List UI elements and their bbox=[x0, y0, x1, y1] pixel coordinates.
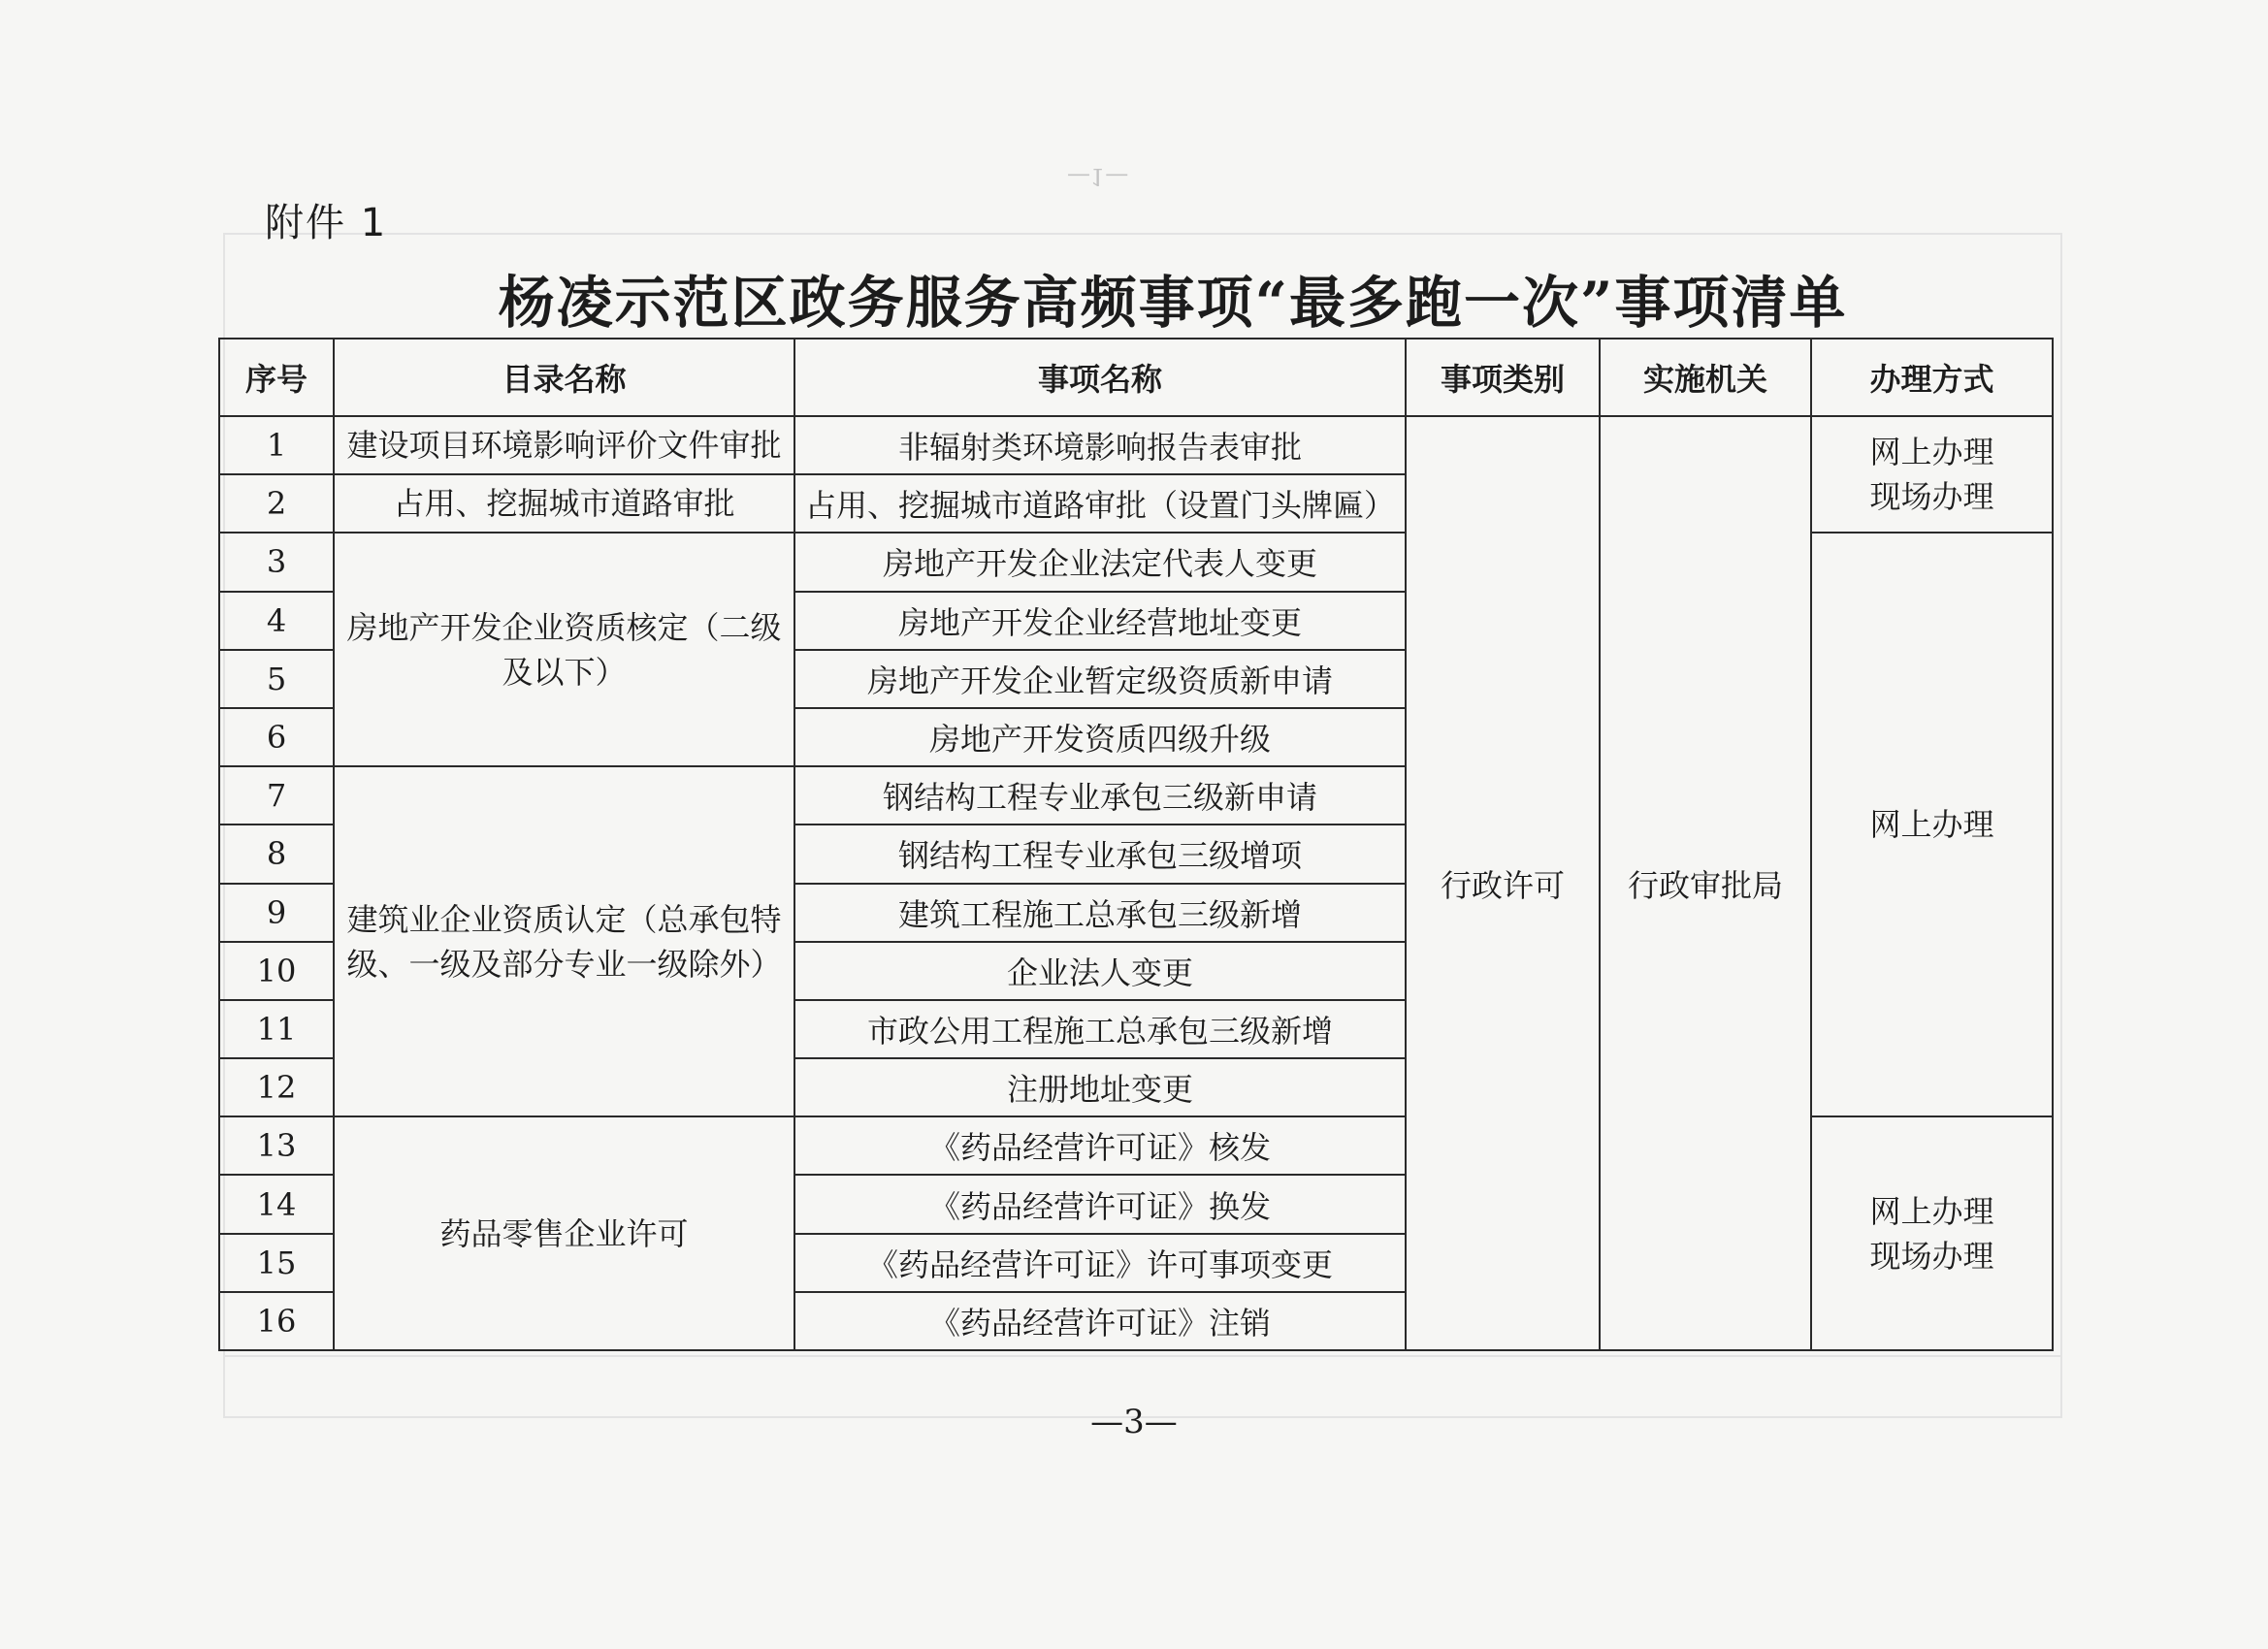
col-header-category: 事项类别 bbox=[1406, 339, 1600, 416]
item-name: 房地产开发企业经营地址变更 bbox=[794, 592, 1406, 650]
catalog-name: 占用、挖掘城市道路审批 bbox=[334, 474, 794, 533]
method-online: 网上办理 bbox=[1869, 434, 1994, 471]
item-name: 《药品经营许可证》许可事项变更 bbox=[794, 1234, 1406, 1292]
row-number: 4 bbox=[219, 592, 334, 650]
method-online: 网上办理 bbox=[1869, 1192, 1994, 1230]
catalog-name: 房地产开发企业资质核定（二级及以下） bbox=[334, 533, 794, 766]
method-onsite: 现场办理 bbox=[1869, 478, 1994, 516]
item-name: 房地产开发企业法定代表人变更 bbox=[794, 533, 1406, 591]
row-number: 12 bbox=[219, 1058, 334, 1116]
item-name: 非辐射类环境影响报告表审批 bbox=[794, 416, 1406, 474]
item-name: 钢结构工程专业承包三级新申请 bbox=[794, 766, 1406, 824]
row-number: 14 bbox=[219, 1175, 334, 1233]
authority-cell: 行政审批局 bbox=[1600, 416, 1811, 1350]
row-number: 16 bbox=[219, 1292, 334, 1350]
catalog-name: 药品零售企业许可 bbox=[334, 1116, 794, 1350]
col-header-no: 序号 bbox=[219, 339, 334, 416]
method-cell bbox=[1811, 533, 2053, 1116]
page-number: —3— bbox=[1090, 1403, 1178, 1441]
row-number: 15 bbox=[219, 1234, 334, 1292]
row-number: 7 bbox=[219, 766, 334, 824]
catalog-name: 建设项目环境影响评价文件审批 bbox=[334, 416, 794, 474]
item-name: 企业法人变更 bbox=[794, 942, 1406, 1000]
row-number: 2 bbox=[219, 474, 334, 533]
category-cell: 行政许可 bbox=[1406, 416, 1600, 1350]
item-name: 房地产开发企业暂定级资质新申请 bbox=[794, 650, 1406, 708]
item-name: 钢结构工程专业承包三级增项 bbox=[794, 824, 1406, 883]
catalog-name: 建筑业企业资质认定（总承包特级、一级及部分专业一级除外） bbox=[334, 766, 794, 1116]
item-name: 建筑工程施工总承包三级新增 bbox=[794, 884, 1406, 942]
item-name: 注册地址变更 bbox=[794, 1058, 1406, 1116]
attachment-label: 附件 1 bbox=[265, 201, 388, 245]
item-name: 房地产开发资质四级升级 bbox=[794, 708, 1406, 766]
row-number: 10 bbox=[219, 942, 334, 1000]
row-number: 3 bbox=[219, 533, 334, 591]
row-number: 13 bbox=[219, 1116, 334, 1175]
row-number: 11 bbox=[219, 1000, 334, 1058]
item-name: 《药品经营许可证》核发 bbox=[794, 1116, 1406, 1175]
item-name: 《药品经营许可证》注销 bbox=[794, 1292, 1406, 1350]
col-header-catalog: 目录名称 bbox=[334, 339, 794, 416]
table-header-row bbox=[219, 339, 2053, 416]
document-title: 杨凌示范区政务服务高频事项“最多跑一次”事项清单 bbox=[498, 270, 1848, 336]
item-name: 《药品经营许可证》换发 bbox=[794, 1175, 1406, 1233]
item-name: 占用、挖掘城市道路审批（设置门头牌匾） bbox=[794, 474, 1406, 533]
row-number: 6 bbox=[219, 708, 334, 766]
matters-table bbox=[218, 338, 2054, 1351]
col-header-item: 事项名称 bbox=[794, 339, 1406, 416]
method-cell bbox=[1811, 1116, 2053, 1350]
col-header-method: 办理方式 bbox=[1811, 339, 2053, 416]
col-header-authority: 实施机关 bbox=[1600, 339, 1811, 416]
method-onsite: 现场办理 bbox=[1869, 1237, 1994, 1275]
bleed-through-page-mark: —1— bbox=[1067, 163, 1129, 190]
table-row bbox=[219, 416, 2053, 474]
method-online: 网上办理 bbox=[1869, 806, 1994, 844]
method-cell bbox=[1811, 416, 2053, 533]
row-number: 9 bbox=[219, 884, 334, 942]
row-number: 5 bbox=[219, 650, 334, 708]
row-number: 8 bbox=[219, 824, 334, 883]
row-number: 1 bbox=[219, 416, 334, 474]
item-name: 市政公用工程施工总承包三级新增 bbox=[794, 1000, 1406, 1058]
